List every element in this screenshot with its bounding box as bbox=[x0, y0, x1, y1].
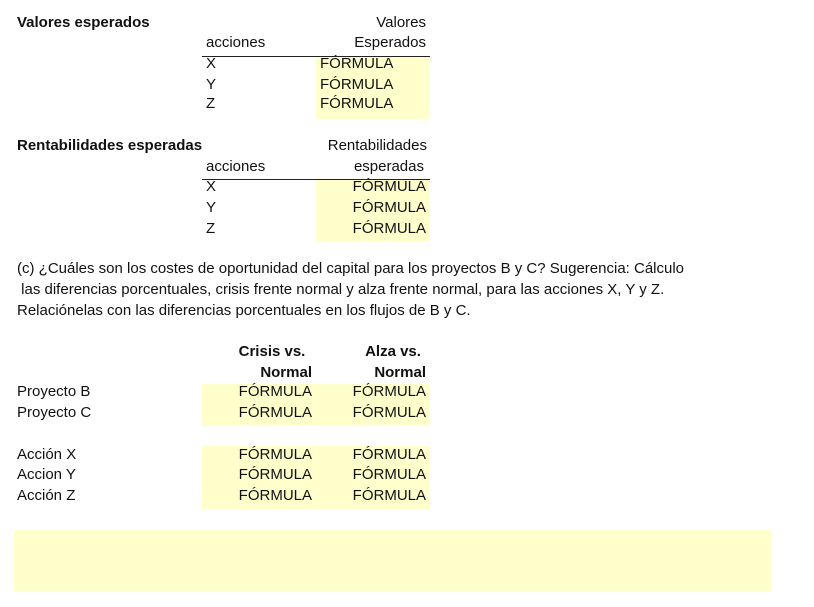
proyecto-label: Proyecto B bbox=[17, 383, 91, 400]
rentabilidades-title: Rentabilidades esperadas bbox=[17, 137, 203, 154]
alza-header-2: Normal bbox=[374, 364, 426, 381]
accion-alza-value[interactable]: FÓRMULA bbox=[352, 466, 426, 483]
valores-col2-header-2: Esperados bbox=[354, 34, 426, 51]
accion-label: Acción X bbox=[17, 446, 77, 463]
accion-alza-value[interactable]: FÓRMULA bbox=[352, 487, 426, 504]
crisis-header-1: Crisis vs. bbox=[238, 343, 306, 360]
rentabilidades-row-value[interactable]: FÓRMULA bbox=[352, 199, 426, 216]
proyecto-crisis-value[interactable]: FÓRMULA bbox=[238, 404, 312, 421]
accion-label: Accion Y bbox=[17, 466, 76, 483]
rentabilidades-col1-header: acciones bbox=[206, 158, 266, 175]
valores-row-value[interactable]: FÓRMULA bbox=[320, 95, 394, 112]
valores-row-label: Y bbox=[206, 76, 217, 93]
rentabilidades-row-label: Y bbox=[206, 199, 217, 216]
rentabilidades-row-label: Z bbox=[206, 220, 216, 237]
answer-input-area[interactable] bbox=[14, 530, 772, 592]
proyecto-alza-value[interactable]: FÓRMULA bbox=[352, 383, 426, 400]
valores-title: Valores esperados bbox=[17, 14, 150, 31]
question-line-1: (c) ¿Cuáles son los costes de oportunidad del capital para los proyectos B y C? Sugerencia: Cálculo bbox=[17, 260, 685, 277]
question-line-2: las diferencias porcentuales, crisis frente normal y alza frente normal, para las acciones X, Y y Z. bbox=[17, 281, 665, 298]
valores-row-value[interactable]: FÓRMULA bbox=[320, 76, 394, 93]
valores-col1-header: acciones bbox=[206, 34, 266, 51]
alza-header-1: Alza vs. bbox=[365, 343, 421, 360]
valores-row-label: Z bbox=[206, 95, 216, 112]
accion-alza-value[interactable]: FÓRMULA bbox=[352, 446, 426, 463]
rentabilidades-row-value[interactable]: FÓRMULA bbox=[352, 178, 426, 195]
valores-col2-header-1: Valores bbox=[376, 14, 426, 31]
proyecto-alza-value[interactable]: FÓRMULA bbox=[352, 404, 426, 421]
proyecto-label: Proyecto C bbox=[17, 404, 92, 421]
valores-row-value[interactable]: FÓRMULA bbox=[320, 55, 394, 72]
valores-row-label: X bbox=[206, 55, 217, 72]
rentabilidades-row-label: X bbox=[206, 178, 217, 195]
rentabilidades-row-value[interactable]: FÓRMULA bbox=[352, 220, 426, 237]
question-line-3: Relaciónelas con las diferencias porcentuales en los flujos de B y C. bbox=[17, 302, 471, 319]
accion-crisis-value[interactable]: FÓRMULA bbox=[238, 466, 312, 483]
valores-header-rule bbox=[202, 56, 430, 57]
rentabilidades-col2-header-2: esperadas bbox=[353, 158, 424, 175]
accion-crisis-value[interactable]: FÓRMULA bbox=[238, 446, 312, 463]
proyecto-crisis-value[interactable]: FÓRMULA bbox=[238, 383, 312, 400]
crisis-header-2: Normal bbox=[260, 364, 312, 381]
accion-crisis-value[interactable]: FÓRMULA bbox=[238, 487, 312, 504]
accion-label: Acción Z bbox=[17, 487, 76, 504]
rentabilidades-col2-header-1: Rentabilidades bbox=[327, 137, 427, 154]
